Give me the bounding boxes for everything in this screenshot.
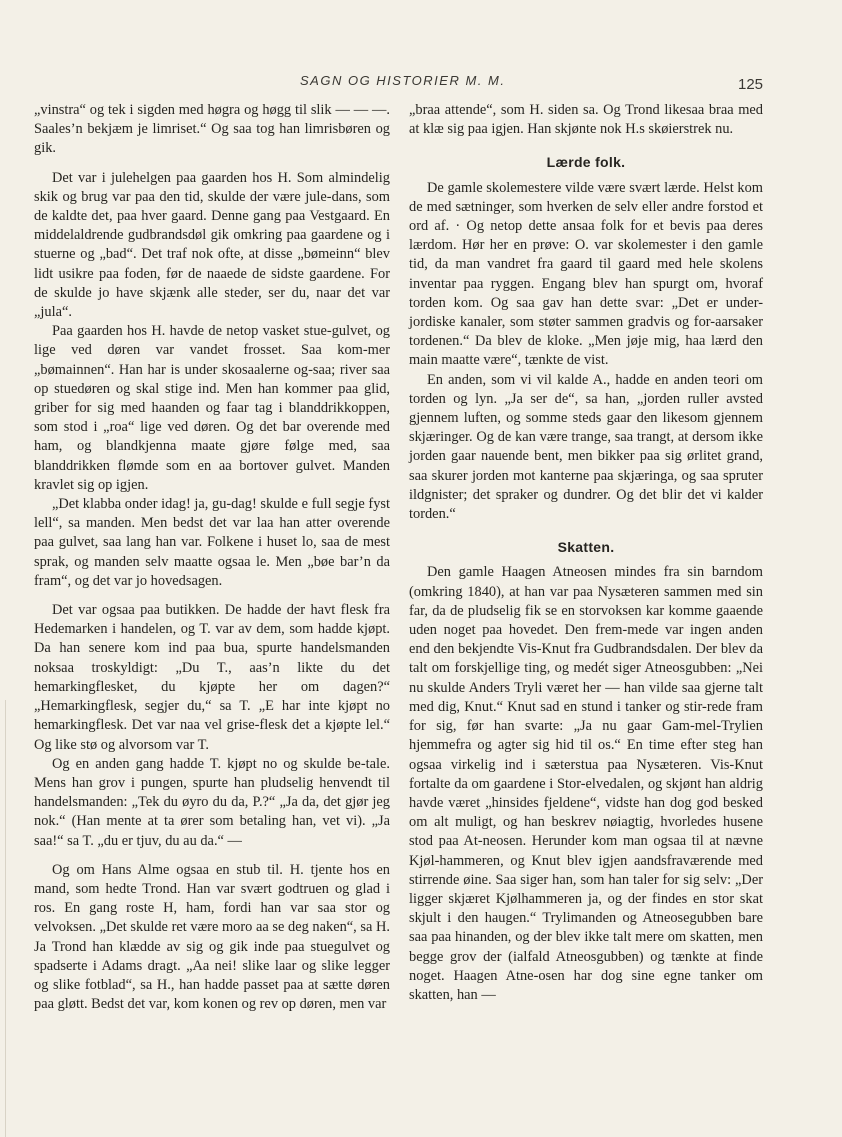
paragraph: Og en anden gang hadde T. kjøpt no og skulde be-tale. Mens han grov i pungen, spurte han pludselig henvendt til handelsmanden: „Tek du øyro du da, P.?“ „Ja da, det gjør jeg nok.“ (Han mente at ta ører som betaling han, vet vi). „Ja saa!“ sa T. „du er tjuv, du au da.“ — [34,755,390,849]
paragraph: Den gamle Haagen Atneosen mindes fra sin barndom (omkring 1840), at han var paa Nysæteren sammen med sin far, da de pludselig fik se en storvoksen kar komme gaaende uden noget paa hovedet. Den frem-mede var ingen anden end den bekjendte Vis-Knut fra Gudbrandsdalen. Der blev da talt om forskjellige ting, og medét siger Atneosgubben: „Nei nu skulde Anders Tryli været her — han vilde saa gjerne talt med dig, Knut.“ Knut sad en stund i tanker og stir-rede fram for sig, før han svarte: „Ja nu gaar Gam-mel-Trylien hjemmefra og agter sig hid til os.“ En time efter steg han ogsaa virkelig ind i sæterstua paa Nysæteren. Vis-Knut fortalte da om gaardene i Stor-elvedalen, og skjønt han aldrig havde været „hinsides fjeldene“, vidste han dog god besked om alt muligt, og han beskrev nøiagtig, hvorledes husene stod paa At-neosen. Herunder kom man ogsaa til at nævne Kjøl-hammeren, og Knut blev igjen aandsfraværende med stirrende øine. Saa siger han, som han taler for sig selv: „Der ligger skjæret Kjølhammeren ja, og der findes en stor skat skjult i den haugen.“ Trylimanden og Atneosegubben bare saa paa hinanden, og der blev ikke talt mere om skatten, men begge grov der (ialfald Atneosgubben) og tænkte at finde noget. Haagen Atne-osen har dog sine egne tanker om skatten, han — [409,564,763,1003]
paragraph: Det var i julehelgen paa gaarden hos H. Som almindelig skik og brug var paa den tid, skulde der være jule-dans, som de kaldte det, paa hver gaard. Denne gang paa Vestgaard. En middelaldrende gudbrandsdøl gik omkring paa gaardene og i stuerne og „bad“. Det traf nok ofte, at disse „bømeinn“ blev lidt usikre paa foden, før de naaede de sidste gaardene. For de skulde jo have skjænk alle steder, ser du, naar det var „jula“. [34,169,390,321]
paragraph: „vinstra“ og tek i sigden med høgra og høgg til slik — — —. Saales’n bekjæm je limriset.“ Og saa tog han limrisbøren og gik. [34,102,390,157]
paragraph: „Det klabba onder idag! ja, gu-dag! skulde e full segje fyst lell“, sa manden. Men bedst det var laa han atter overende paa gulvet, saa lang han var. Folkene i huset lo, saa de mest sprak, og manden selv maatte ogsaa le. Men „bøe bar’n da fram“, og det var jo hovedsagen. [34,496,390,589]
paragraph: Og om Hans Alme ogsaa en stub til. H. tjente hos en mand, som hedte Trond. Han var svært godtruen og glad i ros. En gang roste H, ham, fordi han var saa stor og velvoksen. „Det skulde ret være moro aa se deg naken“, sa H. Ja Trond han klædde av sig og gik inde paa stuegulvet og spadserte i Adams dragt. „Aa nei! slike laar og slike legger og slike fotblad“, sa H., han hadde passet paa at sætte døren paa gløtt. Bedst det var, kom konen og rev op døren, men var [34,861,390,1013]
paragraph: Paa gaarden hos H. havde de netop vasket stue-gulvet, og lige ved døren var vandet frosset. Saa kom-mer „bømainnen“. Han har is under skosaalerne og-saa; river saa op stuedøren og skal stige ind. Men han kommer paa glid, griber for sig med haanden og faar tag i blanddrikkoppen, som stod i „roa“ lige ved døren. Og det bar overende med ham, og blandkjenna maate gjøre følge med, saa blanddrikken flømde som en aa bortover gulvet. Manden kravlet sig op igjen. [34,323,390,493]
paragraph: En anden, som vi vil kalde A., hadde en anden teori om torden og lyn. „Ja ser de“, sa han, „jorden ruller avsted gjennem luften, og somme steds gaar den likesom gjennem skjæringer. Og de kan være trange, saa trangt, at dersom ikke jorden gaar nauende bent, men bikker paa sig ørlitet grand, saa skurer jorden mot kanterne paa skjæringa, og saa spruter ildgnister; det spraker og dundrer. Og det blir det vi kalder torden.“ [409,371,763,523]
page-header [0,66,842,94]
left-column [34,101,390,1014]
section-heading-skatten: Skatten. [557,539,615,556]
running-title: SAGN OG HISTORIER M. M. [300,73,506,88]
binding-edge [5,700,6,1137]
paragraph: „braa attende“, som H. siden sa. Og Trond likesaa braa med at klæ sig paa igjen. Han skjønte nok H.s skøierstrek nu. [409,102,763,138]
page-number: 125 [738,76,764,93]
right-column [409,101,763,1005]
section-heading-laerde-folk: Lærde folk. [546,154,626,171]
paragraph: Det var ogsaa paa butikken. De hadde der havt flesk fra Hedemarken i handelen, og T. var av dem, som hadde kjøpt. Da han senere kom ind paa bua, spurte handelsmanden noksaa troskyldigt: „Du T., aas’n likte du det hemarkingflesket, du kjøpte her om dagen?“ „Hemarkingflesk, segjer du,“ sa T. „E har inte kjøpt no hemarkingflesk. Det var naa vel grise-flesk det a kjøpte lel.“ Og like stø og alvorsom var T. [34,602,390,753]
paragraph: De gamle skolemestere vilde være svært lærde. Helst kom de med sætninger, som hverken de selv eller andre forstod et ord af. · Og netop dette ansaa folk for et bevis paa deres lærdom. Hør her en prøve: O. var skolemester i den gamle tid, da man vandret fra gaard til gaard med hele skolens inventar paa ryggen. Engang blev han spurgt om, hvoraf torden kom. Og saa gav han dette svar: „Det er under-jordiske kanaler, som støter sammen gradvis og for-aarsaker tordenen.“ Da blev de kloke. „Men jøje mig, haa lærd den main maatte være“, tænkte de vist. [409,179,763,369]
